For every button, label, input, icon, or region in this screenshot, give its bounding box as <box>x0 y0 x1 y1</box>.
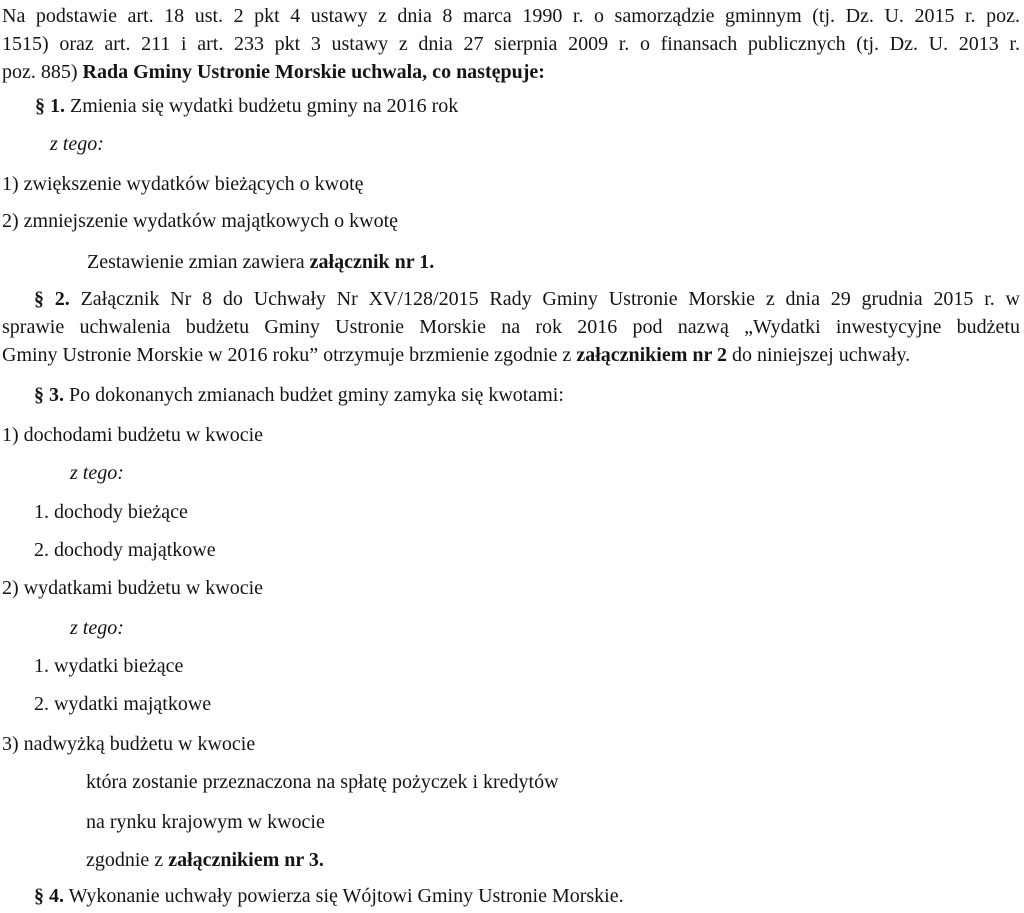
section-2-line-1 <box>34 287 1020 311</box>
section-1-note-text: Zestawienie zmian zawiera <box>87 251 310 273</box>
section-2-line-3-text: Gminy Ustronie Morskie w 2016 roku” otrzymuje brzmienie zgodnie z <box>2 344 577 366</box>
section-3-surplus-attachment-text: zgodnie z <box>86 849 169 871</box>
section-3-mark: § 3. <box>34 384 64 406</box>
section-3-revenue-current: 1. dochody bieżące <box>34 501 188 523</box>
section-3-text: Po dokonanych zmianach budżet gminy zamyka się kwotami: <box>64 384 564 406</box>
section-2-mark: § 2. <box>34 288 70 310</box>
preamble-enacting-clause: Rada Gminy Ustronie Morskie uchwala, co następuje: <box>82 61 545 83</box>
section-4-mark: § 4. <box>34 885 64 907</box>
section-3-revenue-capital: 2. dochody majątkowe <box>34 539 216 561</box>
section-2-attachment-ref: załącznikiem nr 2 <box>576 344 728 366</box>
section-3-revenue: 1) dochodami budżetu w kwocie <box>2 424 264 446</box>
section-4-heading <box>34 884 624 908</box>
preamble-line-3-text: poz. 885) <box>2 61 83 83</box>
section-1-item-2: 2) zmniejszenie wydatków majątkowych o kwotę <box>2 210 398 232</box>
section-4-text: Wykonanie uchwały powierza się Wójtowi Gminy Ustronie Morskie. <box>64 885 624 907</box>
section-3-surplus-attachment <box>86 848 324 872</box>
section-3-expenditure: 2) wydatkami budżetu w kwocie <box>2 577 264 599</box>
preamble-line-2: 1515) oraz art. 211 i art. 233 pkt 3 ustawy z dnia 27 sierpnia 2009 r. o finansach publicznych (tj. Dz. U. 2013 r. <box>2 33 1020 55</box>
section-3-heading <box>34 383 564 407</box>
section-2-line-3-end: do niniejszej uchwały. <box>727 344 911 366</box>
section-3-attachment-ref: załącznikiem nr 3. <box>168 849 324 871</box>
section-3-expenditure-current: 1. wydatki bieżące <box>34 655 184 677</box>
section-1-heading <box>35 94 458 118</box>
section-2-line-1-text: Załącznik Nr 8 do Uchwały Nr XV/128/2015 Rady Gminy Ustronie Morskie z dnia 29 grudnia 2015 r. w <box>69 288 1020 310</box>
section-1-mark: § 1. <box>35 95 65 117</box>
section-2-line-2: sprawie uchwalenia budżetu Gminy Ustronie Morskie na rok 2016 pod nazwą „Wydatki inwestycyjne budżetu <box>2 316 1020 338</box>
section-3-surplus-purpose: która zostanie przeznaczona na spłatę pożyczek i kredytów <box>86 771 559 793</box>
section-1-text: Zmienia się wydatki budżetu gminy na 2016 rok <box>65 95 459 117</box>
preamble-line-3 <box>2 60 545 84</box>
section-1-attachment-note <box>87 250 434 274</box>
section-3-expenditure-capital: 2. wydatki majątkowe <box>34 693 212 715</box>
section-3-expenditure-ztego: z tego: <box>70 617 124 639</box>
section-1-ztego: z tego: <box>50 133 104 155</box>
section-1-item-1: 1) zwiększenie wydatków bieżących o kwotę <box>2 173 364 195</box>
section-3-revenue-ztego: z tego: <box>70 462 124 484</box>
section-3-surplus: 3) nadwyżką budżetu w kwocie <box>2 733 256 755</box>
section-3-surplus-market: na rynku krajowym w kwocie <box>86 811 325 833</box>
preamble-line-1: Na podstawie art. 18 ust. 2 pkt 4 ustawy z dnia 8 marca 1990 r. o samorządzie gminnym (tj. Dz. U. 2015 r. poz. <box>2 5 1020 27</box>
section-2-line-3 <box>2 343 910 367</box>
section-1-attachment-ref: załącznik nr 1. <box>309 251 435 273</box>
